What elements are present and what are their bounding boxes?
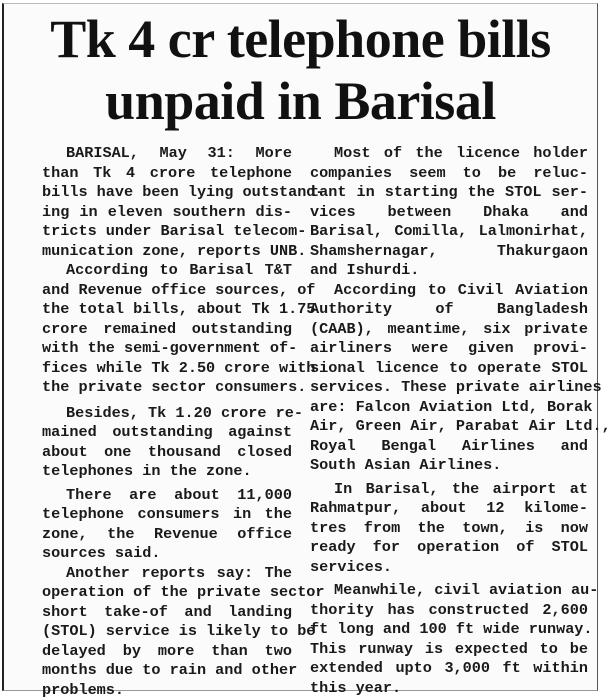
text-line: services. [310, 558, 588, 578]
text-line: Another reports say: The [42, 564, 292, 584]
text-line: telephone consumers in the [42, 505, 292, 525]
text-line: tricts under Barisal telecom- [42, 222, 292, 242]
text-line: crore remained outstanding [42, 320, 292, 340]
text-line: short take-of and landing [42, 603, 292, 623]
text-line: BARISAL, May 31: More [42, 144, 292, 164]
paragraph-stol-delay [42, 564, 292, 700]
text-line: thority has constructed 2,600 [310, 601, 588, 621]
text-line: munication zone, reports UNB. [42, 242, 292, 262]
text-line: ing in eleven southern dis- [42, 203, 292, 223]
text-line: this year. [310, 679, 588, 699]
text-line: companies seem to be reluc- [310, 164, 588, 184]
text-line: According to Civil Aviation [310, 281, 588, 301]
text-line: This runway is expected to be [310, 640, 588, 660]
text-line: telephones in the zone. [42, 462, 292, 482]
text-line: Air, Green Air, Parabat Air Ltd., [310, 417, 588, 437]
text-line: the private sector consumers. [42, 378, 292, 398]
text-line: Barisal, Comilla, Lalmonirhat, [310, 222, 588, 242]
headline-line-1: Tk 4 cr telephone bills [4, 8, 597, 70]
paragraph-closed-telephones [42, 404, 292, 482]
text-line: fices while Tk 2.50 crore with [42, 359, 292, 379]
text-line: ready for operation of STOL [310, 538, 588, 558]
text-line: are: Falcon Aviation Ltd, Borak [310, 398, 588, 418]
text-line: sional licence to operate STOL [310, 359, 588, 379]
text-line: airliners were given provi- [310, 339, 588, 359]
text-line: Meanwhile, civil aviation au- [310, 581, 588, 601]
text-line: about one thousand closed [42, 443, 292, 463]
text-line: services. These private airlines [310, 378, 588, 398]
paragraph-dateline [42, 144, 292, 261]
text-line: (CAAB), meantime, six private [310, 320, 588, 340]
paragraph-licence-holders [310, 144, 588, 281]
text-line: (STOL) service is likely to be [42, 622, 292, 642]
text-line: Shamshernagar, Thakurgaon [310, 242, 588, 262]
text-line: problems. [42, 681, 292, 700]
text-line: and Revenue office sources, of [42, 281, 292, 301]
text-line: bills have been lying outstand- [42, 183, 292, 203]
text-line: with the semi-government of- [42, 339, 292, 359]
newspaper-clipping [2, 3, 598, 691]
article-column-left [42, 144, 292, 700]
text-line: tant in starting the STOL ser- [310, 183, 588, 203]
text-line: zone, the Revenue office [42, 525, 292, 545]
text-line: According to Barisal T&T [42, 261, 292, 281]
text-line: In Barisal, the airport at [310, 480, 588, 500]
text-line: and Ishurdi. [310, 261, 588, 281]
paragraph-consumers [42, 486, 292, 564]
text-line: Rahmatpur, about 12 kilome- [310, 499, 588, 519]
text-line: sources said. [42, 544, 292, 564]
paragraph-caab [310, 281, 588, 476]
text-line: than Tk 4 crore telephone [42, 164, 292, 184]
text-line: delayed by more than two [42, 642, 292, 662]
text-line: Most of the licence holder [310, 144, 588, 164]
paragraph-runway [310, 581, 588, 698]
text-line: operation of the private sector [42, 583, 292, 603]
text-line: Royal Bengal Airlines and [310, 437, 588, 457]
text-line: There are about 11,000 [42, 486, 292, 506]
text-line: South Asian Airlines. [310, 456, 588, 476]
text-line: months due to rain and other [42, 661, 292, 681]
text-line: the total bills, about Tk 1.75 [42, 300, 292, 320]
text-line: extended upto 3,000 ft within [310, 659, 588, 679]
text-line: Besides, Tk 1.20 crore re- [42, 404, 292, 424]
paragraph-rahmatpur-airport [310, 480, 588, 578]
text-line: ft long and 100 ft wide runway. [310, 620, 588, 640]
headline-line-2: unpaid in Barisal [4, 70, 597, 132]
text-line: Authority of Bangladesh [310, 300, 588, 320]
text-line: mained outstanding against [42, 423, 292, 443]
paragraph-revenue-sources [42, 261, 292, 398]
text-line: tres from the town, is now [310, 519, 588, 539]
article-column-right [310, 144, 588, 698]
text-line: vices between Dhaka and [310, 203, 588, 223]
